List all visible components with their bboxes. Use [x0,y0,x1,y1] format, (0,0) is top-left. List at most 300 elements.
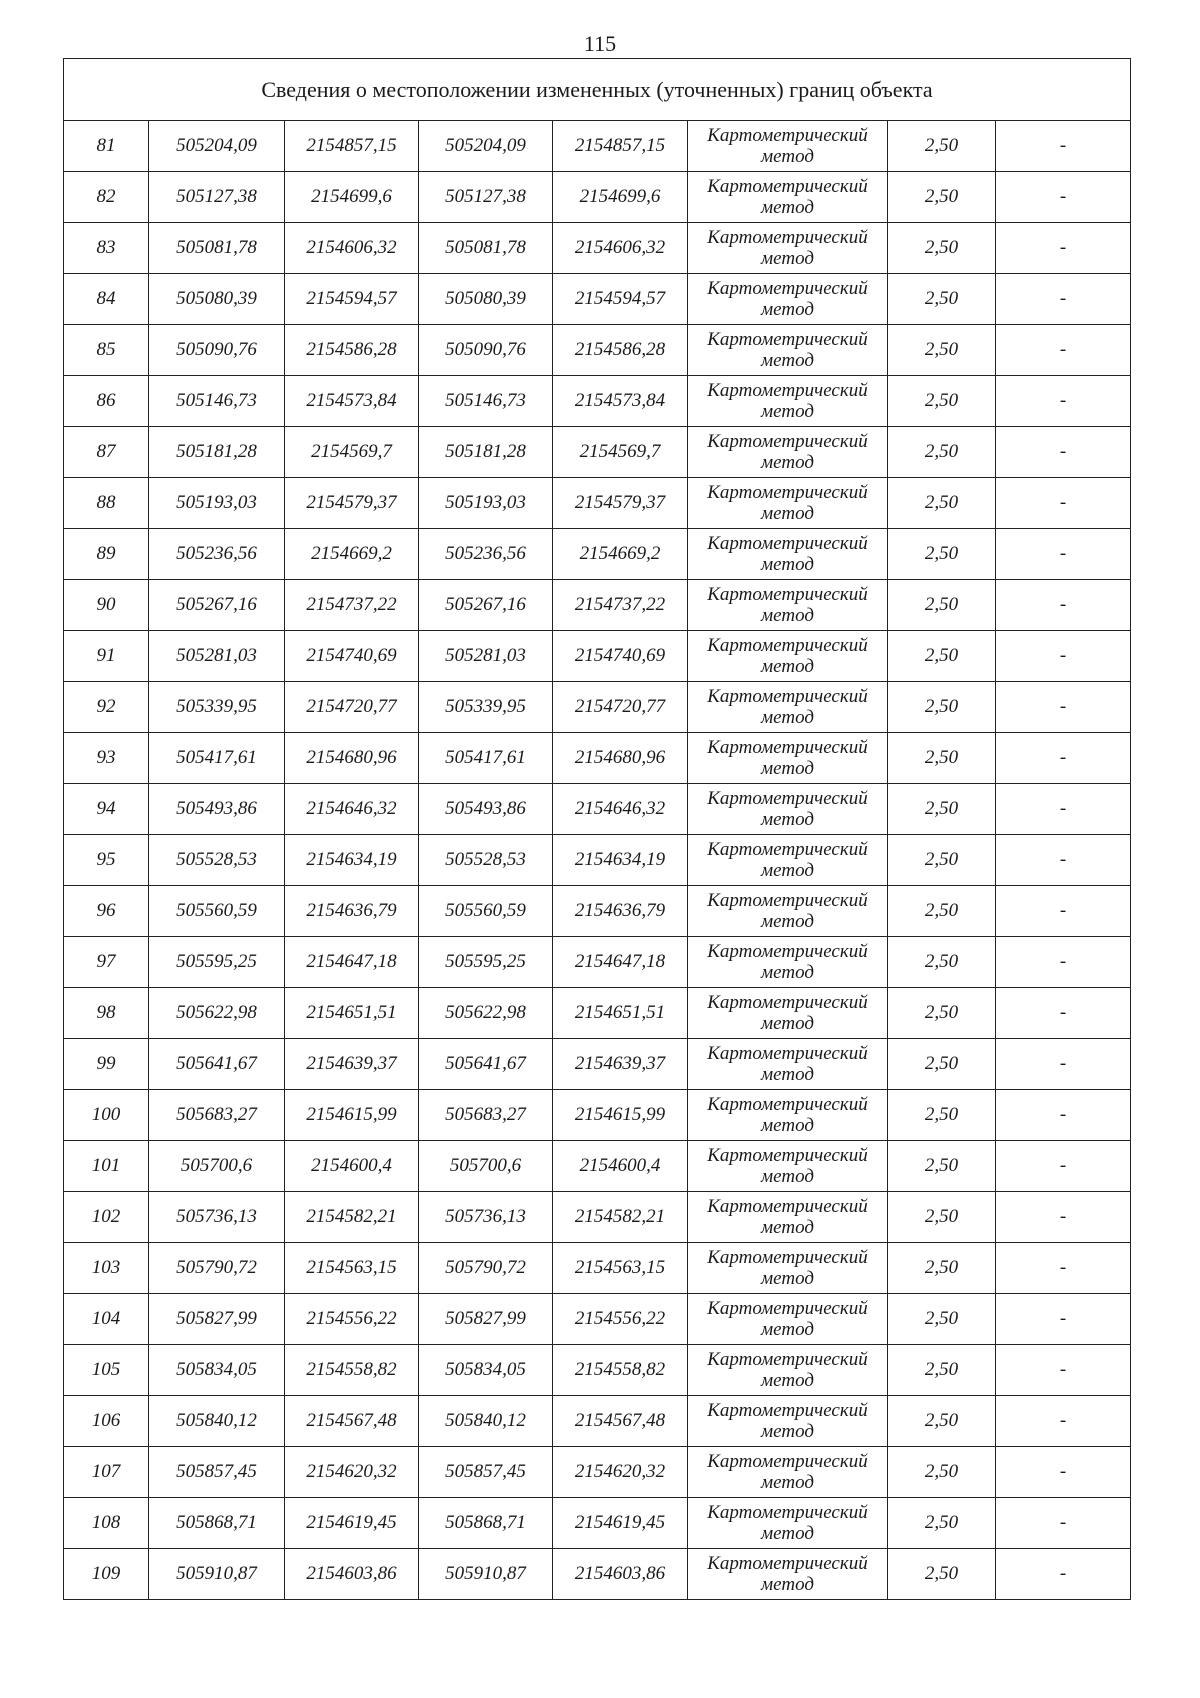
method-line-2: метод [761,350,814,371]
accuracy-cell: 2,50 [888,733,996,784]
method-cell [688,1549,888,1600]
point-number-cell: 98 [64,988,149,1039]
note-cell: - [996,733,1131,784]
y-old-cell: 2154556,22 [285,1294,419,1345]
table-row [64,1294,1131,1345]
method-line-1: Картометрический [707,1043,868,1064]
x-new-cell: 505868,71 [419,1498,553,1549]
y-new-cell: 2154669,2 [553,529,688,580]
table-row [64,325,1131,376]
method-line-2: метод [761,503,814,524]
method-line-2: метод [761,146,814,167]
x-old-cell: 505417,61 [149,733,285,784]
table-title-row [64,59,1131,121]
y-new-cell: 2154615,99 [553,1090,688,1141]
method-cell [688,733,888,784]
method-line-2: метод [761,911,814,932]
accuracy-cell: 2,50 [888,1498,996,1549]
y-new-cell: 2154600,4 [553,1141,688,1192]
y-new-cell: 2154647,18 [553,937,688,988]
method-line-2: метод [761,758,814,779]
method-line-2: метод [761,1064,814,1085]
method-cell [688,1243,888,1294]
accuracy-cell: 2,50 [888,1345,996,1396]
note-cell: - [996,580,1131,631]
y-new-cell: 2154720,77 [553,682,688,733]
x-new-cell: 505736,13 [419,1192,553,1243]
method-cell [688,1447,888,1498]
method-cell [688,886,888,937]
point-number-cell: 87 [64,427,149,478]
point-number-cell: 101 [64,1141,149,1192]
method-line-1: Картометрический [707,125,868,146]
note-cell: - [996,1192,1131,1243]
table-row [64,1498,1131,1549]
point-number-cell: 107 [64,1447,149,1498]
point-number-cell: 83 [64,223,149,274]
y-old-cell: 2154720,77 [285,682,419,733]
table-row [64,1090,1131,1141]
method-line-2: метод [761,554,814,575]
x-old-cell: 505595,25 [149,937,285,988]
point-number-cell: 105 [64,1345,149,1396]
y-old-cell: 2154563,15 [285,1243,419,1294]
method-line-2: метод [761,809,814,830]
method-line-1: Картометрический [707,788,868,809]
note-cell: - [996,784,1131,835]
accuracy-cell: 2,50 [888,478,996,529]
y-old-cell: 2154619,45 [285,1498,419,1549]
table-row [64,937,1131,988]
x-old-cell: 505736,13 [149,1192,285,1243]
y-old-cell: 2154639,37 [285,1039,419,1090]
accuracy-cell: 2,50 [888,1192,996,1243]
y-old-cell: 2154594,57 [285,274,419,325]
note-cell: - [996,223,1131,274]
table-title: Сведения о местоположении измененных (уточненных) границ объекта [64,59,1131,121]
note-cell: - [996,427,1131,478]
method-cell [688,325,888,376]
method-line-1: Картометрический [707,329,868,350]
y-new-cell: 2154582,21 [553,1192,688,1243]
x-new-cell: 505683,27 [419,1090,553,1141]
table-row [64,478,1131,529]
y-new-cell: 2154556,22 [553,1294,688,1345]
x-new-cell: 505595,25 [419,937,553,988]
method-cell [688,376,888,427]
method-cell [688,478,888,529]
method-line-2: метод [761,248,814,269]
y-old-cell: 2154646,32 [285,784,419,835]
table-row [64,223,1131,274]
accuracy-cell: 2,50 [888,1090,996,1141]
y-old-cell: 2154606,32 [285,223,419,274]
y-new-cell: 2154699,6 [553,172,688,223]
point-number-cell: 100 [64,1090,149,1141]
point-number-cell: 102 [64,1192,149,1243]
method-line-1: Картометрический [707,1502,868,1523]
y-new-cell: 2154579,37 [553,478,688,529]
point-number-cell: 89 [64,529,149,580]
y-new-cell: 2154619,45 [553,1498,688,1549]
accuracy-cell: 2,50 [888,529,996,580]
note-cell: - [996,529,1131,580]
y-old-cell: 2154647,18 [285,937,419,988]
accuracy-cell: 2,50 [888,886,996,937]
method-cell [688,835,888,886]
method-line-2: метод [761,962,814,983]
boundary-coordinates-table [63,58,1131,1600]
method-line-2: метод [761,1472,814,1493]
method-cell [688,1039,888,1090]
method-line-2: метод [761,1523,814,1544]
point-number-cell: 91 [64,631,149,682]
y-new-cell: 2154639,37 [553,1039,688,1090]
x-old-cell: 505560,59 [149,886,285,937]
x-old-cell: 505090,76 [149,325,285,376]
table-body [64,59,1131,1600]
accuracy-cell: 2,50 [888,682,996,733]
x-old-cell: 505281,03 [149,631,285,682]
x-old-cell: 505236,56 [149,529,285,580]
y-old-cell: 2154573,84 [285,376,419,427]
method-line-2: метод [761,605,814,626]
method-cell [688,1294,888,1345]
point-number-cell: 85 [64,325,149,376]
y-new-cell: 2154569,7 [553,427,688,478]
point-number-cell: 97 [64,937,149,988]
x-old-cell: 505528,53 [149,835,285,886]
method-cell [688,1498,888,1549]
note-cell: - [996,835,1131,886]
method-line-1: Картометрический [707,380,868,401]
method-line-1: Картометрический [707,1094,868,1115]
method-line-1: Картометрический [707,839,868,860]
method-cell [688,1345,888,1396]
table-row [64,1243,1131,1294]
point-number-cell: 95 [64,835,149,886]
method-line-1: Картометрический [707,686,868,707]
point-number-cell: 92 [64,682,149,733]
x-old-cell: 505146,73 [149,376,285,427]
note-cell: - [996,325,1131,376]
x-new-cell: 505834,05 [419,1345,553,1396]
y-new-cell: 2154636,79 [553,886,688,937]
method-line-1: Картометрический [707,1298,868,1319]
method-cell [688,784,888,835]
y-new-cell: 2154586,28 [553,325,688,376]
method-line-1: Картометрический [707,992,868,1013]
accuracy-cell: 2,50 [888,1039,996,1090]
x-old-cell: 505622,98 [149,988,285,1039]
accuracy-cell: 2,50 [888,835,996,886]
x-old-cell: 505868,71 [149,1498,285,1549]
method-line-2: метод [761,401,814,422]
x-old-cell: 505339,95 [149,682,285,733]
method-line-2: метод [761,1013,814,1034]
method-cell [688,1090,888,1141]
accuracy-cell: 2,50 [888,1396,996,1447]
accuracy-cell: 2,50 [888,172,996,223]
table-row [64,1141,1131,1192]
point-number-cell: 81 [64,121,149,172]
method-line-1: Картометрический [707,431,868,452]
x-new-cell: 505827,99 [419,1294,553,1345]
point-number-cell: 99 [64,1039,149,1090]
point-number-cell: 84 [64,274,149,325]
x-new-cell: 505840,12 [419,1396,553,1447]
method-line-2: метод [761,1115,814,1136]
method-line-1: Картометрический [707,1196,868,1217]
note-cell: - [996,1141,1131,1192]
method-line-2: метод [761,656,814,677]
table-row [64,1549,1131,1600]
x-old-cell: 505204,09 [149,121,285,172]
y-old-cell: 2154603,86 [285,1549,419,1600]
x-old-cell: 505181,28 [149,427,285,478]
x-new-cell: 505417,61 [419,733,553,784]
method-line-1: Картометрический [707,1451,868,1472]
method-cell [688,580,888,631]
note-cell: - [996,1396,1131,1447]
point-number-cell: 108 [64,1498,149,1549]
y-new-cell: 2154558,82 [553,1345,688,1396]
accuracy-cell: 2,50 [888,1447,996,1498]
note-cell: - [996,1243,1131,1294]
x-new-cell: 505339,95 [419,682,553,733]
table-row [64,1345,1131,1396]
x-old-cell: 505080,39 [149,274,285,325]
accuracy-cell: 2,50 [888,631,996,682]
method-line-2: метод [761,707,814,728]
y-old-cell: 2154600,4 [285,1141,419,1192]
point-number-cell: 93 [64,733,149,784]
accuracy-cell: 2,50 [888,1549,996,1600]
table-row [64,427,1131,478]
method-cell [688,682,888,733]
y-old-cell: 2154615,99 [285,1090,419,1141]
method-line-1: Картометрический [707,533,868,554]
y-old-cell: 2154669,2 [285,529,419,580]
table-row [64,1039,1131,1090]
method-cell [688,121,888,172]
note-cell: - [996,631,1131,682]
method-cell [688,1396,888,1447]
table-row [64,1192,1131,1243]
y-old-cell: 2154569,7 [285,427,419,478]
x-old-cell: 505857,45 [149,1447,285,1498]
method-line-2: метод [761,452,814,473]
y-new-cell: 2154646,32 [553,784,688,835]
x-old-cell: 505834,05 [149,1345,285,1396]
note-cell: - [996,1345,1131,1396]
table-row [64,733,1131,784]
method-line-1: Картометрический [707,737,868,758]
x-old-cell: 505081,78 [149,223,285,274]
table-row [64,988,1131,1039]
x-new-cell: 505127,38 [419,172,553,223]
y-old-cell: 2154582,21 [285,1192,419,1243]
x-new-cell: 505193,03 [419,478,553,529]
point-number-cell: 106 [64,1396,149,1447]
y-new-cell: 2154563,15 [553,1243,688,1294]
note-cell: - [996,682,1131,733]
y-old-cell: 2154680,96 [285,733,419,784]
method-cell [688,172,888,223]
y-new-cell: 2154737,22 [553,580,688,631]
x-new-cell: 505081,78 [419,223,553,274]
method-cell [688,1192,888,1243]
y-old-cell: 2154586,28 [285,325,419,376]
table-row [64,172,1131,223]
method-line-2: метод [761,1217,814,1238]
x-old-cell: 505840,12 [149,1396,285,1447]
method-cell [688,988,888,1039]
note-cell: - [996,1549,1131,1600]
accuracy-cell: 2,50 [888,784,996,835]
note-cell: - [996,1294,1131,1345]
point-number-cell: 94 [64,784,149,835]
y-old-cell: 2154620,32 [285,1447,419,1498]
method-line-1: Картометрический [707,278,868,299]
note-cell: - [996,1090,1131,1141]
x-old-cell: 505641,67 [149,1039,285,1090]
accuracy-cell: 2,50 [888,376,996,427]
x-old-cell: 505193,03 [149,478,285,529]
point-number-cell: 96 [64,886,149,937]
point-number-cell: 86 [64,376,149,427]
table-row [64,274,1131,325]
note-cell: - [996,274,1131,325]
y-new-cell: 2154606,32 [553,223,688,274]
x-new-cell: 505493,86 [419,784,553,835]
y-new-cell: 2154594,57 [553,274,688,325]
note-cell: - [996,376,1131,427]
y-old-cell: 2154579,37 [285,478,419,529]
table-row [64,1396,1131,1447]
y-new-cell: 2154651,51 [553,988,688,1039]
x-new-cell: 505560,59 [419,886,553,937]
method-line-1: Картометрический [707,1349,868,1370]
method-line-1: Картометрический [707,584,868,605]
y-new-cell: 2154567,48 [553,1396,688,1447]
method-line-1: Картометрический [707,1247,868,1268]
method-line-2: метод [761,1268,814,1289]
y-new-cell: 2154620,32 [553,1447,688,1498]
method-cell [688,1141,888,1192]
x-old-cell: 505700,6 [149,1141,285,1192]
method-cell [688,937,888,988]
method-line-1: Картометрический [707,1400,868,1421]
method-line-2: метод [761,1370,814,1391]
table-row [64,835,1131,886]
y-new-cell: 2154603,86 [553,1549,688,1600]
page-number: 115 [583,31,617,56]
method-cell [688,223,888,274]
table-row [64,529,1131,580]
method-line-2: метод [761,299,814,320]
x-old-cell: 505493,86 [149,784,285,835]
method-line-2: метод [761,197,814,218]
note-cell: - [996,937,1131,988]
method-line-1: Картометрический [707,482,868,503]
x-new-cell: 505910,87 [419,1549,553,1600]
y-old-cell: 2154567,48 [285,1396,419,1447]
accuracy-cell: 2,50 [888,1294,996,1345]
note-cell: - [996,1447,1131,1498]
y-old-cell: 2154699,6 [285,172,419,223]
x-new-cell: 505641,67 [419,1039,553,1090]
y-old-cell: 2154737,22 [285,580,419,631]
accuracy-cell: 2,50 [888,988,996,1039]
x-old-cell: 505683,27 [149,1090,285,1141]
x-new-cell: 505080,39 [419,274,553,325]
x-new-cell: 505204,09 [419,121,553,172]
method-cell [688,427,888,478]
method-line-1: Картометрический [707,941,868,962]
note-cell: - [996,1039,1131,1090]
method-cell [688,631,888,682]
note-cell: - [996,988,1131,1039]
method-cell [688,274,888,325]
accuracy-cell: 2,50 [888,1141,996,1192]
accuracy-cell: 2,50 [888,223,996,274]
y-new-cell: 2154634,19 [553,835,688,886]
method-line-1: Картометрический [707,1145,868,1166]
method-cell [688,529,888,580]
table-row [64,580,1131,631]
accuracy-cell: 2,50 [888,427,996,478]
y-new-cell: 2154740,69 [553,631,688,682]
y-new-cell: 2154857,15 [553,121,688,172]
method-line-1: Картометрический [707,635,868,656]
point-number-cell: 104 [64,1294,149,1345]
point-number-cell: 90 [64,580,149,631]
table-row [64,1447,1131,1498]
x-new-cell: 505622,98 [419,988,553,1039]
x-old-cell: 505267,16 [149,580,285,631]
method-line-2: метод [761,1574,814,1595]
x-old-cell: 505827,99 [149,1294,285,1345]
accuracy-cell: 2,50 [888,274,996,325]
y-old-cell: 2154636,79 [285,886,419,937]
x-old-cell: 505910,87 [149,1549,285,1600]
point-number-cell: 109 [64,1549,149,1600]
x-new-cell: 505528,53 [419,835,553,886]
table-row [64,682,1131,733]
x-old-cell: 505790,72 [149,1243,285,1294]
y-old-cell: 2154740,69 [285,631,419,682]
y-old-cell: 2154558,82 [285,1345,419,1396]
y-new-cell: 2154680,96 [553,733,688,784]
accuracy-cell: 2,50 [888,121,996,172]
table-row [64,376,1131,427]
x-new-cell: 505281,03 [419,631,553,682]
point-number-cell: 88 [64,478,149,529]
x-old-cell: 505127,38 [149,172,285,223]
note-cell: - [996,1498,1131,1549]
method-line-2: метод [761,1319,814,1340]
y-old-cell: 2154634,19 [285,835,419,886]
note-cell: - [996,478,1131,529]
x-new-cell: 505267,16 [419,580,553,631]
method-line-2: метод [761,860,814,881]
y-new-cell: 2154573,84 [553,376,688,427]
accuracy-cell: 2,50 [888,1243,996,1294]
y-old-cell: 2154857,15 [285,121,419,172]
point-number-cell: 103 [64,1243,149,1294]
accuracy-cell: 2,50 [888,937,996,988]
